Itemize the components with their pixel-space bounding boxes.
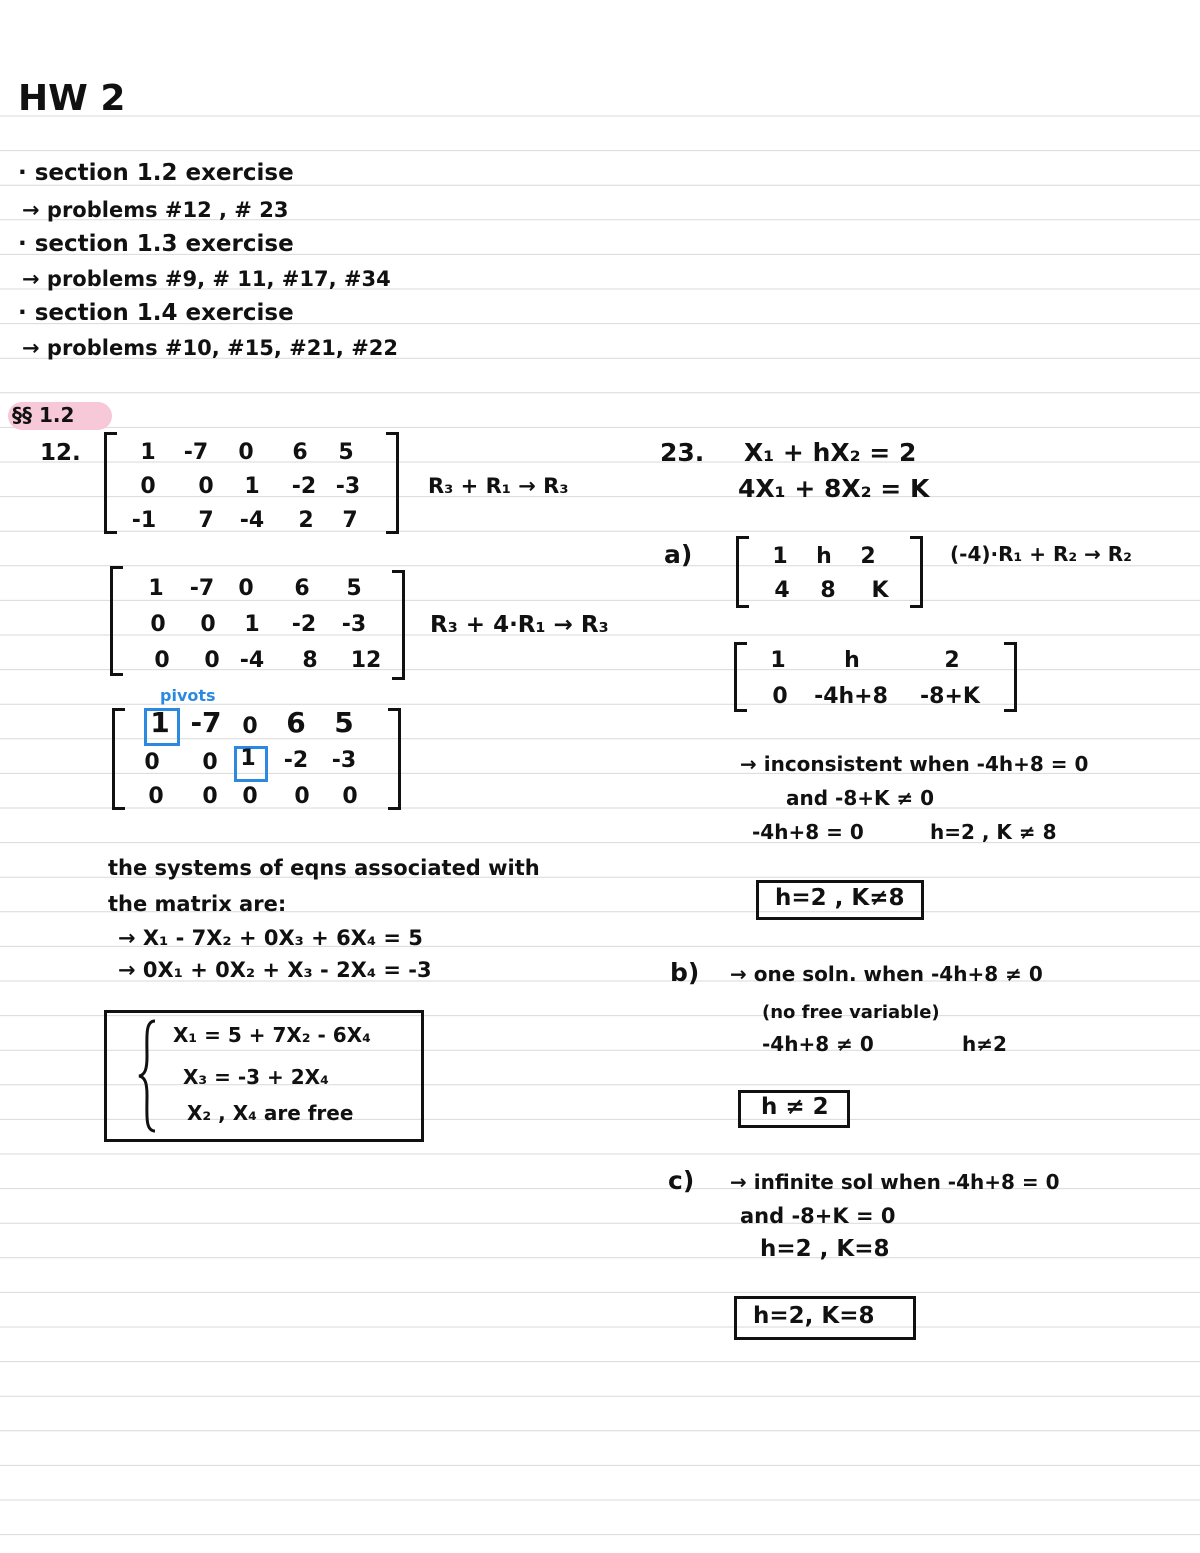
matrix-1-cell: 7: [198, 508, 214, 533]
matrix-3-cell: -7: [190, 706, 222, 739]
matrix-1-cell: -4: [239, 508, 265, 533]
matrix-1-cell: 1: [244, 474, 260, 499]
matrix-3-cell: -2: [283, 748, 309, 773]
matrix-a-cell: h: [816, 544, 832, 569]
assignment-line-4: → problems #9, # 11, #17, #34: [22, 267, 391, 291]
curly-brace: [135, 1017, 161, 1135]
matrix-b-cell: -4h+8: [814, 684, 888, 709]
system-text-line-1: the systems of eqns associated with: [108, 856, 540, 880]
matrix-1-cell: 6: [292, 440, 308, 465]
matrix-2-cell: 0: [154, 648, 170, 673]
matrix-b-left-bracket: [734, 642, 747, 712]
matrix-2-cell: 1: [148, 576, 164, 601]
matrix-3-left-bracket: [112, 708, 125, 810]
problem-12-number: 12.: [40, 440, 81, 466]
part-a-line-2: and -8+K ≠ 0: [786, 786, 935, 810]
matrix-3-cell: 6: [286, 706, 306, 739]
matrix-1-cell: 7: [342, 508, 358, 533]
problem-23-eq-2: 4X₁ + 8X₂ = K: [738, 474, 930, 503]
matrix-a-cell: K: [871, 578, 889, 603]
matrix-2-cell: -7: [189, 576, 215, 601]
row-op-a: (-4)·R₁ + R₂ → R₂: [950, 542, 1132, 566]
matrix-a-cell: 2: [860, 544, 876, 569]
matrix-a-cell: 8: [820, 578, 836, 603]
matrix-3-cell: 5: [334, 706, 354, 739]
part-a-answer: h=2 , K≠8: [775, 885, 905, 911]
matrix-3-right-bracket: [388, 708, 401, 810]
assignment-line-3: · section 1.3 exercise: [18, 231, 294, 257]
matrix-3-cell: 0: [342, 784, 358, 809]
matrix-1-cell: 2: [298, 508, 314, 533]
part-c-line-1: → infinite sol when -4h+8 = 0: [730, 1170, 1060, 1194]
part-a-line-3: -4h+8 = 0: [752, 820, 864, 844]
matrix-1-cell: 0: [198, 474, 214, 499]
matrix-3-cell: 1: [150, 706, 170, 739]
part-b-answer-box: [738, 1090, 850, 1128]
matrix-2-cell: 8: [302, 648, 318, 673]
part-b-line-3b: h≠2: [962, 1032, 1007, 1056]
row-op-1: R₃ + R₁ → R₃: [428, 474, 569, 498]
matrix-2-left-bracket: [110, 566, 123, 676]
assignment-line-1: · section 1.2 exercise: [18, 160, 294, 186]
part-c-answer-box: [734, 1296, 916, 1340]
assignment-line-2: → problems #12 , # 23: [22, 198, 289, 222]
matrix-2-cell: 1: [244, 612, 260, 637]
system-eq-2: → 0X₁ + 0X₂ + X₃ - 2X₄ = -3: [118, 958, 432, 982]
matrix-a-cell: 4: [774, 578, 790, 603]
part-b-answer: h ≠ 2: [761, 1094, 829, 1120]
matrix-3-cell: 0: [242, 714, 258, 739]
matrix-2-right-bracket: [392, 570, 405, 680]
matrix-1-cell: -2: [291, 474, 317, 499]
system-eq-1: → X₁ - 7X₂ + 0X₃ + 6X₄ = 5: [118, 926, 423, 950]
matrix-2-cell: 0: [238, 576, 254, 601]
matrix-3-cell: 0: [148, 784, 164, 809]
matrix-1-cell: 1: [140, 440, 156, 465]
part-a-answer-box: [756, 880, 924, 920]
solution-free-vars: X₂ , X₄ are free: [187, 1101, 354, 1125]
matrix-a-right-bracket: [910, 536, 923, 608]
matrix-2-cell: -4: [239, 648, 265, 673]
row-op-2: R₃ + 4·R₁ → R₃: [430, 612, 609, 638]
part-a-label: a): [664, 540, 693, 569]
matrix-a-cell: 1: [772, 544, 788, 569]
matrix-2-cell: 0: [150, 612, 166, 637]
matrix-3-cell: -3: [331, 748, 357, 773]
matrix-2-cell: 0: [200, 612, 216, 637]
part-c-line-3: h=2 , K=8: [760, 1236, 890, 1262]
system-text-line-2: the matrix are:: [108, 892, 287, 916]
matrix-1-cell: 0: [238, 440, 254, 465]
matrix-2-cell: 5: [346, 576, 362, 601]
matrix-2-cell: -3: [341, 612, 367, 637]
part-a-line-3b: h=2 , K ≠ 8: [930, 820, 1057, 844]
matrix-1-cell: 5: [338, 440, 354, 465]
part-a-line-1: → inconsistent when -4h+8 = 0: [740, 752, 1089, 776]
page-title: HW 2: [18, 78, 126, 119]
matrix-2-cell: 0: [204, 648, 220, 673]
part-b-line-1: → one soln. when -4h+8 ≠ 0: [730, 962, 1043, 986]
matrix-a-left-bracket: [736, 536, 749, 608]
matrix-3-cell: 0: [202, 750, 218, 775]
part-b-label: b): [670, 958, 700, 987]
problem-23-eq-1: X₁ + hX₂ = 2: [744, 438, 917, 467]
matrix-b-cell: 2: [944, 648, 960, 673]
assignment-line-5: · section 1.4 exercise: [18, 300, 294, 326]
matrix-b-right-bracket: [1004, 642, 1017, 712]
matrix-b-cell: -8+K: [920, 684, 980, 709]
matrix-b-cell: h: [844, 648, 860, 673]
part-c-line-2: and -8+K = 0: [740, 1204, 896, 1228]
solution-x3: X₃ = -3 + 2X₄: [183, 1065, 329, 1089]
assignment-line-6: → problems #10, #15, #21, #22: [22, 336, 399, 360]
matrix-b-cell: 1: [770, 648, 786, 673]
matrix-1-cell: -1: [131, 508, 157, 533]
part-c-answer: h=2, K=8: [753, 1303, 875, 1329]
matrix-2-cell: -2: [291, 612, 317, 637]
part-c-label: c): [668, 1166, 695, 1195]
matrix-2-cell: 6: [294, 576, 310, 601]
matrix-b-cell: 0: [772, 684, 788, 709]
matrix-1-left-bracket: [104, 432, 117, 534]
solution-x1: X₁ = 5 + 7X₂ - 6X₄: [173, 1023, 371, 1047]
part-b-line-2: (no free variable): [762, 1002, 940, 1023]
matrix-1-cell: 0: [140, 474, 156, 499]
matrix-3-cell: 0: [294, 784, 310, 809]
solution-box: [104, 1010, 424, 1142]
matrix-1-right-bracket: [386, 432, 399, 534]
part-b-line-3: -4h+8 ≠ 0: [762, 1032, 874, 1056]
section-tag: §§ 1.2: [12, 403, 75, 427]
matrix-3-cell: 0: [202, 784, 218, 809]
matrix-2-cell: 12: [350, 648, 382, 673]
matrix-3-cell: 1: [240, 746, 256, 771]
matrix-3-cell: 0: [242, 784, 258, 809]
matrix-3-cell: 0: [144, 750, 160, 775]
matrix-1-cell: -3: [335, 474, 361, 499]
matrix-1-cell: -7: [183, 440, 209, 465]
problem-23-number: 23.: [660, 438, 705, 467]
pivots-label: pivots: [160, 686, 216, 705]
